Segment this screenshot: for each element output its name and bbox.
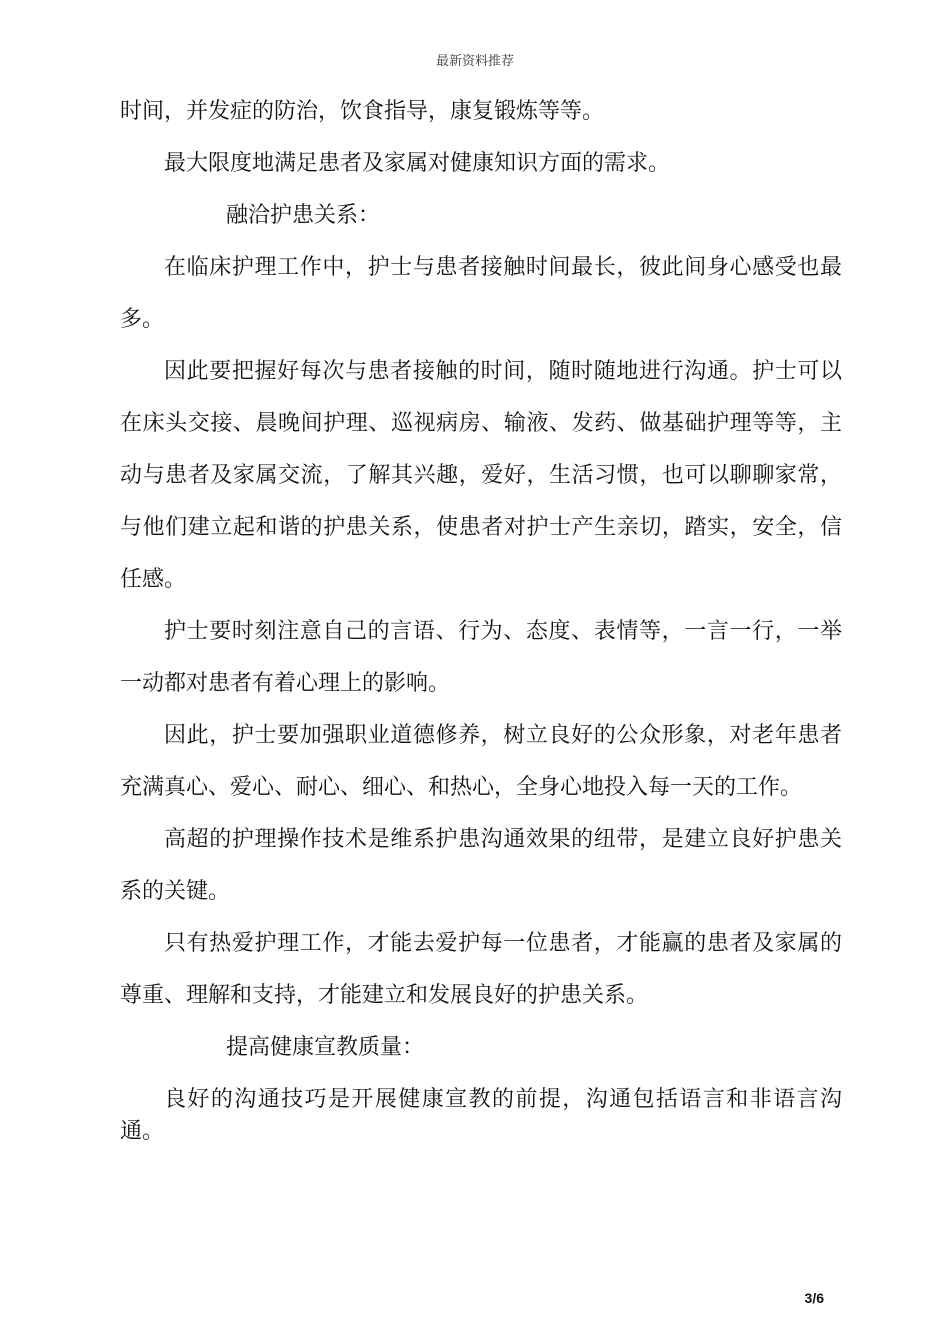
page-header: 最新资料推荐 — [435, 54, 514, 69]
paragraph: 在临床护理工作中，护士与患者接触时间最长，彼此间身心感受也最多。 — [120, 255, 842, 332]
document-body — [120, 86, 842, 1148]
section-heading: 融洽护患关系： — [226, 203, 381, 228]
paragraph: 护士要时刻注意自己的言语、行为、态度、表情等，一言一行，一举一动都对患者有着心理上的影响。 — [120, 619, 842, 696]
paragraph: 良好的沟通技巧是开展健康宣教的前提，沟通包括语言和非语言沟通。 — [120, 1087, 842, 1144]
paragraph: 时间，并发症的防治，饮食指导，康复锻炼等等。 — [120, 99, 605, 124]
paragraph: 只有热爱护理工作，才能去爱护每一位患者，才能赢的患者及家属的尊重、理解和支持，才能建立和发展良好的护患关系。 — [120, 931, 842, 1008]
section-heading: 提高健康宣教质量： — [226, 1035, 425, 1060]
page-number: 3/6 — [804, 1290, 824, 1306]
paragraph: 最大限度地满足患者及家属对健康知识方面的需求。 — [164, 151, 671, 176]
paragraph: 因此，护士要加强职业道德修养，树立良好的公众形象，对老年患者充满真心、爱心、耐心、细心、和热心，全身心地投入每一天的工作。 — [120, 723, 842, 800]
paragraph: 高超的护理操作技术是维系护患沟通效果的纽带，是建立良好护患关系的关键。 — [120, 827, 842, 904]
paragraph: 因此要把握好每次与患者接触的时间，随时随地进行沟通。护士可以在床头交接、晨晚间护理、巡视病房、输液、发药、做基础护理等等，主动与患者及家属交流，了解其兴趣，爱好，生活习惯，也可以聊聊家常，与他们建立起和谐的护患关系，使患者对护士产生亲切，踏实，安全，信任感。 — [120, 359, 842, 592]
